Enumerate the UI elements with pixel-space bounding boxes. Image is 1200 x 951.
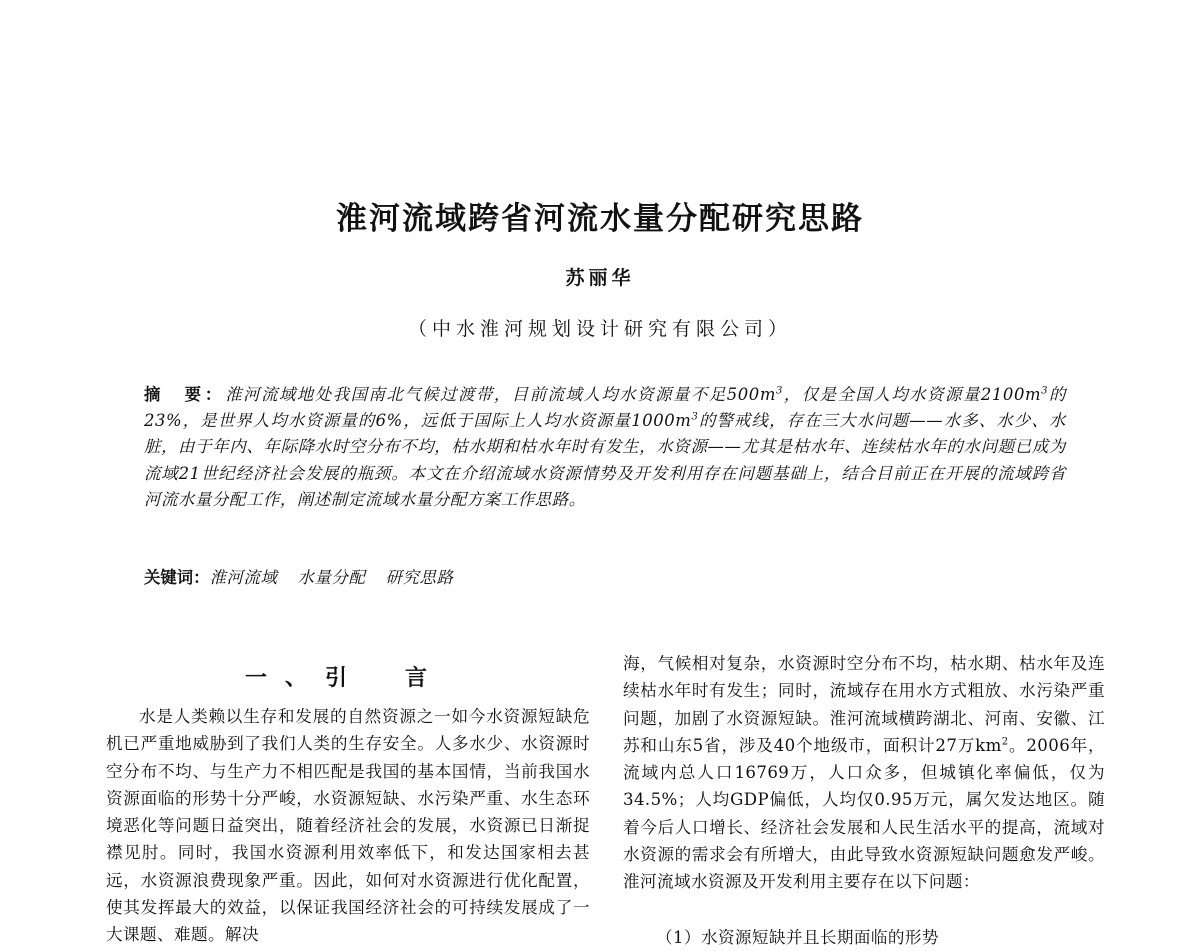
keywords [144,566,1066,590]
abstract-text-3: 的23%，是世界人均水资源量的6%，远低于国际上人均水资源量1000m [144,385,1067,431]
body-right-text-1: 海，气候相对复杂，水资源时空分布不均，枯水期、枯水年及连续枯水年时有发生；同时，流域存在用水方式粗放、水污染严重问题，加剧了水资源短缺。淮河流域横跨湖北、河南、安徽、江苏和山东5省，涉及40个地级市，面积计27万km [623,654,1105,755]
author-affiliation: （中水淮河规划设计研究有限公司） [407,318,792,340]
section-heading-introduction: 一、引 言 [244,666,445,691]
abstract-sup-3: 3 [691,411,699,423]
abstract-label: 摘 要： [144,385,226,404]
author-name: 苏丽华 [565,267,635,289]
body-right-text-2: 。2006年，流域内总人口16769万，人口众多，但城镇化率偏低，仅为34.5%；人均GDP偏低，人均仅0.95万元，属欠发达地区。随着今后人口增长、经济社会发展和人民生活水平的提高，流域对水资源的需求会有所增大，由此导致水资源短缺问题愈发严峻。淮河流域水资源及开发利用主要存在以下问题： [623,735,1106,892]
abstract-sup-1: 3 [775,385,783,397]
body-right-sup: 2 [1001,736,1009,748]
keyword-item: 水量分配 [297,568,366,587]
abstract-text-2: ，仅是全国人均水资源量2100m [782,385,1042,404]
keywords-label: 关键词： [144,568,210,587]
paper-title: 淮河流域跨省河流水量分配研究思路 [336,201,864,237]
abstract-text-4: 的警戒线，存在三大水问题——水多、水少、水脏，由于年内、年际降水时空分布不均，枯水期和枯水年时有发生，水资源——尤其是枯水年、连续枯水年的水问题已成为流域21世纪经济社会发展的瓶颈。本文在介绍流域水资源情势及开发利用存在问题基础上，结合目前正在开展的流域跨省河流水量分配工作，阐述制定流域水量分配方案工作思路。 [144,411,1066,509]
abstract-text-1: 淮河流域地处我国南北气候过渡带，目前流域人均水资源量不足500m [225,385,776,404]
keyword-item: 研究思路 [385,568,454,587]
body-column-left: 水是人类赖以生存和发展的自然资源之一如今水资源短缺危机已严重地威胁到了我们人类的生存安全。人多水少、水资源时空分布不均、与生产力不相匹配是我国的基本国情，当前我国水资源面临的形势十分严峻，水资源短缺、水污染严重、水生态环境恶化等问题日益突出，随着经济社会的发展，水资源已日渐捉襟见肘。同时，我国水资源利用效率低下，和发达国家相去甚远，水资源浪费现象严重。因此，如何对水资源进行优化配置，使其发挥最大的效益，以保证我国经济社会的可持续发展成了一大课题、难题。解决 [106,707,590,945]
list-item: （1）水资源短缺并且长期面临的形势 [656,928,939,947]
abstract-sup-2: 3 [1041,385,1049,397]
body-column-right [623,650,1105,896]
keyword-item: 淮河流域 [209,568,278,587]
abstract [144,382,1066,513]
